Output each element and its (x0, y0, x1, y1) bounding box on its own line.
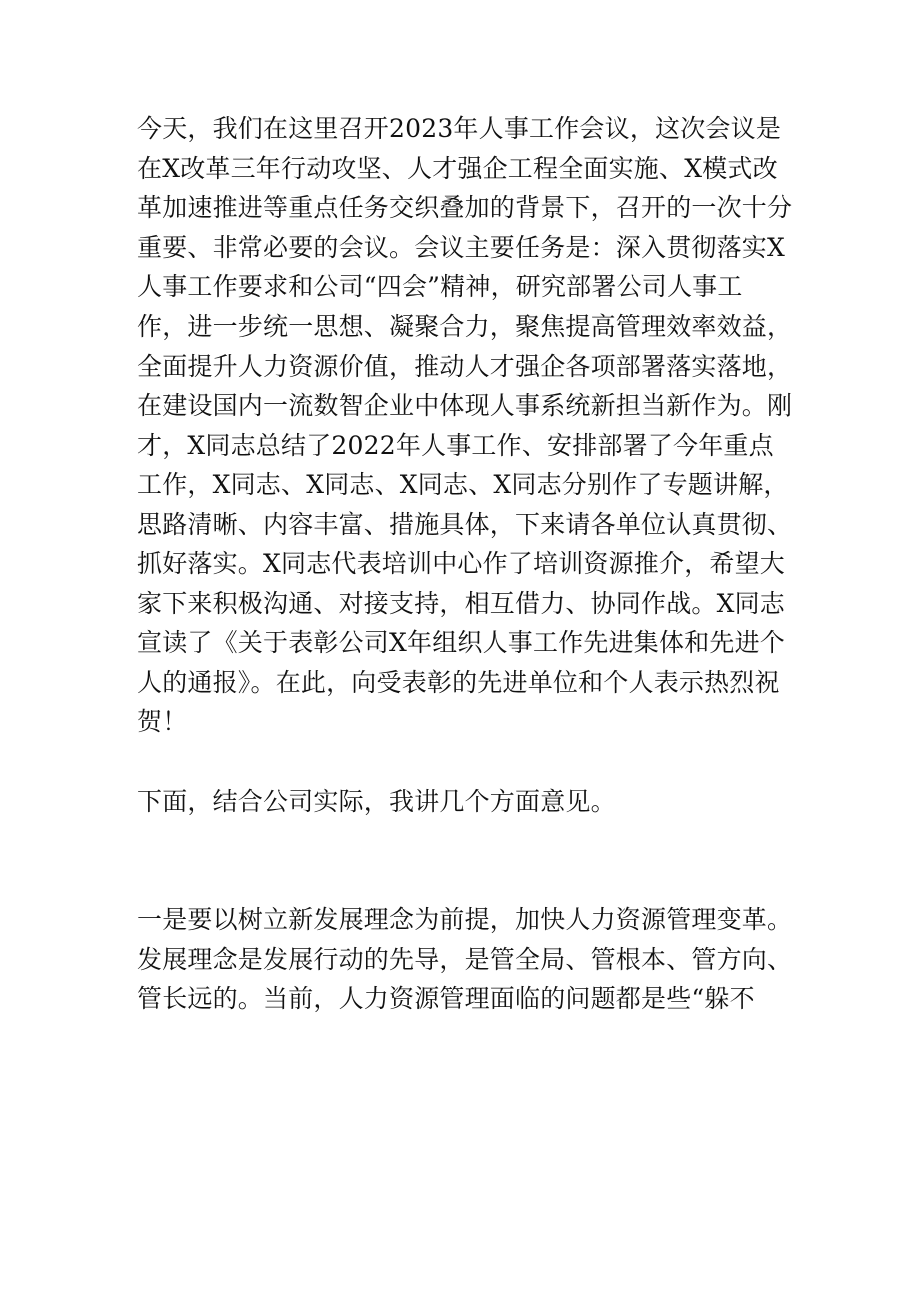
paragraph-1-line: 贺！ (137, 707, 188, 736)
paragraph-1-line: 思路清晰、内容丰富、措施具体，下来请各单位认真贯彻、 (137, 510, 793, 539)
paragraph-1-line: 今天，我们在这里召开2023年人事工作会议，这次会议是 (137, 114, 782, 143)
paragraph-1-line: 抓好落实。X同志代表培训中心作了培训资源推介，希望大 (137, 549, 786, 578)
paragraph-1-line: 全面提升人力资源价值，推动人才强企各项部署落实落地， (137, 352, 793, 381)
paragraph-1-line: 家下来积极沟通、对接支持，相互借力、协同作战。X同志 (137, 589, 786, 618)
paragraph-1-line: 重要、非常必要的会议。会议主要任务是：深入贯彻落实X (137, 233, 786, 262)
paragraph-1-line: 才，X同志总结了2022年人事工作、安排部署了今年重点 (137, 431, 774, 460)
paragraph-1-line: 在建设国内一流数智企业中体现人事系统新担当新作为。刚 (137, 391, 793, 420)
paragraph-3-line: 一是要以树立新发展理念为前提，加快人力资源管理变革。 (137, 905, 793, 934)
paragraph-1-line: 人的通报》。在此，向受表彰的先进单位和个人表示热烈祝 (137, 668, 780, 697)
paragraph-3-line: 发展理念是发展行动的先导，是管全局、管根本、管方向、 (137, 945, 793, 974)
paragraph-1-line: 宣读了《关于表彰公司X年组织人事工作先进集体和先进个 (137, 628, 786, 657)
paragraph-3-line: 管长远的。当前，人力资源管理面临的问题都是些“躲不 (137, 984, 755, 1013)
paragraph-2-line: 下面，结合公司实际，我讲几个方面意见。 (137, 787, 616, 816)
paragraph-1-line: 工作，X同志、X同志、X同志、X同志分别作了专题讲解， (137, 470, 789, 499)
paragraph-1-line: 在X改革三年行动攻坚、人才强企工程全面实施、X模式改 (137, 154, 778, 183)
paragraph-1-line: 人事工作要求和公司“四会”精神，研究部署公司人事工 (137, 272, 743, 301)
paragraph-1-line: 作，进一步统一思想、凝聚合力，聚焦提高管理效率效益， (137, 312, 793, 341)
paragraph-1-line: 革加速推进等重点任务交织叠加的背景下，召开的一次十分 (137, 193, 793, 222)
